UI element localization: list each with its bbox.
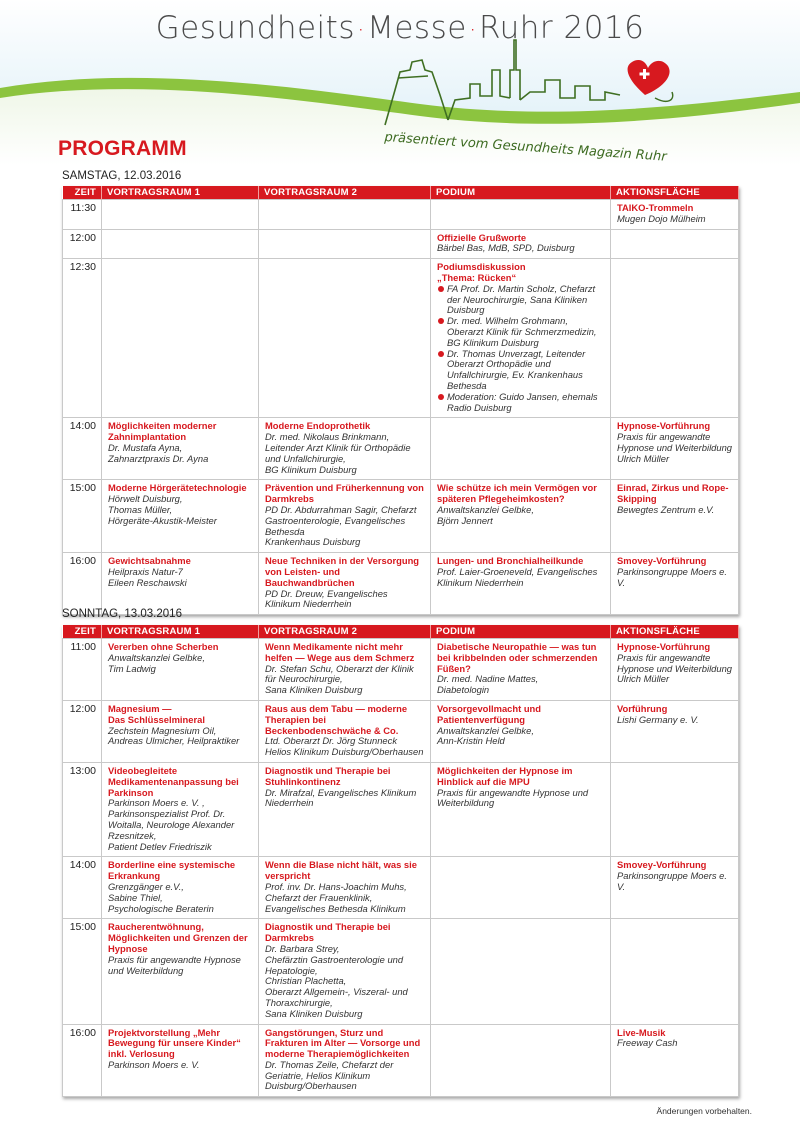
session-speaker: Heilpraxis Natur-7 Eileen Reschawski — [108, 565, 187, 588]
session-speaker: Hörwelt Duisburg, Thomas Müller, Hörgeräte-Akustik-Meister — [108, 493, 217, 526]
session-title: Einrad, Zirkus und Rope-Skipping — [617, 482, 729, 505]
session-title: Smovey-Vorführung — [617, 859, 707, 871]
column-header-aktionsflaeche: AKTIONSFLÄCHE — [611, 186, 739, 200]
session-title: Live-Musik — [617, 1026, 666, 1038]
session-cell — [102, 857, 259, 919]
session-title: Prävention und Früherkennung von Darmkrebs — [265, 482, 424, 505]
session-speaker: Mugen Dojo Mülheim — [617, 212, 706, 224]
column-header-podium: PODIUM — [431, 625, 611, 639]
column-header-vortragsraum-2: VORTRAGSRAUM 2 — [259, 186, 431, 200]
session-cell — [259, 762, 431, 856]
time-cell: 11:30 — [63, 200, 102, 230]
session-cell — [611, 700, 739, 762]
session-cell — [102, 700, 259, 762]
column-header-zeit: ZEIT — [63, 625, 102, 639]
session-cell — [102, 259, 259, 418]
session-cell — [259, 919, 431, 1024]
day-label-sunday: SONNTAG, 13.03.2016 — [62, 608, 182, 620]
table-row — [63, 418, 739, 480]
session-cell — [259, 418, 431, 480]
list-item: Moderation: Guido Jansen, ehemals Radio Duisburg — [437, 392, 605, 414]
column-header-aktionsflaeche: AKTIONSFLÄCHE — [611, 625, 739, 639]
session-speaker: Praxis für angewandte Hypnose und Weiterbildung Ulrich Müller — [617, 431, 733, 464]
session-speaker: Zechstein Magnesium Oil, Andreas Ulmicher, Heilpraktiker — [108, 724, 240, 747]
table-header-row — [63, 186, 739, 200]
time-cell: 12:30 — [63, 259, 102, 418]
session-cell — [611, 200, 739, 230]
session-cell — [611, 553, 739, 615]
session-speaker: Parkinsongruppe Moers e. V. — [617, 870, 727, 892]
session-speaker: Ltd. Oberarzt Dr. Jörg Stunneck Helios Klinikum Duisburg/Oberhausen — [265, 735, 424, 758]
session-title: Podiumsdiskussion „Thema: Rücken“ — [437, 261, 526, 283]
session-title: Moderne Hörgerätetechnologie — [108, 482, 247, 494]
session-title: Hypnose-Vorführung — [617, 420, 711, 432]
session-cell — [431, 1024, 611, 1097]
session-title: Vorsorgevollmacht und Patientenverfügung — [437, 702, 542, 725]
session-title: Raus aus dem Tabu — moderne Therapien bei Beckenbodenschwäche & Co. — [265, 702, 408, 736]
session-cell — [611, 1024, 739, 1097]
time-cell: 11:00 — [63, 639, 102, 701]
list-item: Dr. Thomas Unverzagt, Leitender Oberarzt Orthopädie und Unfallchirurgie, Ev. Krankenhaus Bethesda — [437, 349, 605, 392]
table-row — [63, 1024, 739, 1097]
schedule-table-saturday — [62, 186, 739, 615]
session-speaker: PD Dr. Abdurrahman Sagir, Chefarzt Gastroenterologie, Evangelisches Bethesda Krankenhaus Duisburg — [265, 503, 417, 548]
session-speaker: PD Dr. Dreuw, Evangelisches Klinikum Niederrhein — [265, 587, 388, 610]
session-title: Gewichtsabnahme — [108, 555, 191, 567]
day-label-saturday: SAMSTAG, 12.03.2016 — [62, 170, 182, 182]
session-speaker: Anwaltskanzlei Gelbke, Björn Jennert — [437, 503, 534, 526]
column-header-vortragsraum-1: VORTRAGSRAUM 1 — [102, 625, 259, 639]
session-cell — [431, 639, 611, 701]
session-cell — [611, 259, 739, 418]
session-title: Möglichkeiten moderner Zahnimplantation — [108, 420, 217, 443]
session-cell — [259, 1024, 431, 1097]
program-title: PROGRAMM — [58, 137, 187, 160]
session-cell — [611, 639, 739, 701]
session-title: Gangstörungen, Sturz und Frakturen im Alter — Vorsorge und moderne Therapiemöglichkeiten — [265, 1026, 421, 1060]
session-cell — [259, 229, 431, 259]
session-cell — [259, 200, 431, 230]
table-row — [63, 919, 739, 1024]
session-speaker: Grenzgänger e.V., Sabine Thiel, Psychologische Beraterin — [108, 880, 214, 914]
list-item: Dr. med. Wilhelm Grohmann, Oberarzt Klinik für Schmerzmedizin, BG Klinikum Duisburg — [437, 316, 605, 348]
session-cell — [611, 857, 739, 919]
time-cell: 16:00 — [63, 553, 102, 615]
session-cell — [431, 229, 611, 259]
time-cell: 14:00 — [63, 857, 102, 919]
table-header-row — [63, 625, 739, 639]
session-cell — [431, 919, 611, 1024]
session-title: Projektvorstellung „Mehr Bewegung für unsere Kinder“ inkl. Verlosung — [108, 1026, 241, 1060]
session-cell — [611, 418, 739, 480]
session-cell — [611, 480, 739, 553]
session-speaker: Lishi Germany e. V. — [617, 713, 699, 725]
session-cell — [431, 857, 611, 919]
session-speaker: Dr. Stefan Schu, Oberarzt der Klinik für Neurochirurgie, Sana Kliniken Duisburg — [265, 662, 414, 696]
panel-participant-list — [437, 284, 605, 414]
session-title: Smovey-Vorführung — [617, 555, 707, 567]
time-cell: 14:00 — [63, 418, 102, 480]
session-speaker: Praxis für angewandte Hypnose und Weiterbildung — [108, 953, 241, 976]
event-subtitle: präsentiert vom Gesundheits Magazin Ruhr — [383, 130, 668, 165]
time-cell: 15:00 — [63, 480, 102, 553]
session-speaker: Dr. med. Nikolaus Brinkmann, Leitender Arzt Klinik für Orthopädie und Unfallchirurgie, BG Klinikum Duisburg — [265, 431, 411, 475]
column-header-vortragsraum-2: VORTRAGSRAUM 2 — [259, 625, 431, 639]
session-cell — [102, 418, 259, 480]
session-title: Wenn die Blase nicht hält, was sie verspricht — [265, 859, 417, 882]
session-speaker: Dr. Mirafzal, Evangelisches Klinikum Niederrhein — [265, 786, 417, 809]
session-cell — [259, 259, 431, 418]
session-title: Diagnostik und Therapie bei Stuhlinkontinenz — [265, 764, 391, 787]
session-speaker: Parkinsongruppe Moers e. V. — [617, 565, 727, 588]
time-cell: 12:00 — [63, 700, 102, 762]
session-speaker: Bärbel Bas, MdB, SPD, Duisburg — [437, 242, 575, 254]
session-cell — [259, 700, 431, 762]
column-header-podium: PODIUM — [431, 186, 611, 200]
session-cell — [431, 700, 611, 762]
session-cell — [431, 200, 611, 230]
column-header-zeit: ZEIT — [63, 186, 102, 200]
session-cell — [259, 480, 431, 553]
session-speaker: Prof. Laier-Groeneveld, Evangelisches Klinikum Niederrhein — [437, 565, 598, 588]
time-cell: 15:00 — [63, 919, 102, 1024]
time-cell: 16:00 — [63, 1024, 102, 1097]
time-cell: 13:00 — [63, 762, 102, 856]
session-cell — [431, 259, 611, 418]
table-row — [63, 259, 739, 418]
session-cell — [102, 480, 259, 553]
session-cell — [259, 553, 431, 615]
session-title: Moderne Endoprothetik — [265, 420, 371, 432]
session-title: Videobegleitete Medikamentenanpassung bei Parkinson — [108, 764, 239, 798]
session-title: Borderline eine systemische Erkrankung — [108, 859, 236, 882]
session-cell — [611, 919, 739, 1024]
event-title: Gesundheits·Messe·Ruhr 2016 — [155, 10, 645, 46]
time-cell: 12:00 — [63, 229, 102, 259]
session-title: Lungen- und Bronchialheilkunde — [437, 555, 584, 567]
session-cell — [431, 762, 611, 856]
session-title: Hypnose-Vorführung — [617, 641, 711, 652]
session-speaker: Parkinson Moers e. V. — [108, 1058, 200, 1070]
session-speaker: Dr. Mustafa Ayna, Zahnarztpraxis Dr. Ayna — [108, 441, 209, 464]
session-speaker: Dr. med. Nadine Mattes, Diabetologin — [437, 673, 539, 696]
session-cell — [102, 1024, 259, 1097]
session-title: Diabetische Neuropathie — was tun bei kribbelnden oder schmerzenden Füßen? — [437, 641, 598, 674]
session-cell — [102, 639, 259, 701]
session-speaker: Praxis für angewandte Hypnose und Weiterbildung Ulrich Müller — [617, 651, 733, 685]
session-title: Wie schütze ich mein Vermögen vor späteren Pflegeheimkosten? — [437, 482, 597, 505]
table-row — [63, 553, 739, 615]
session-title: Neue Techniken in der Versorgung von Leisten- und Bauchwandbrüchen — [265, 555, 420, 588]
table-row — [63, 229, 739, 259]
list-item: FA Prof. Dr. Martin Scholz, Chefarzt der Neurochirurgie, Sana Kliniken Duisburg — [437, 284, 605, 316]
session-title: Diagnostik und Therapie bei Darmkrebs — [265, 921, 391, 944]
session-title: Raucherentwöhnung, Möglichkeiten und Grenzen der Hypnose — [108, 921, 248, 954]
session-speaker: Parkinson Moers e. V. , Parkinsonspezialist Prof. Dr. Woitalla, Neurologe Alexander Rzesnitzek, Patient Detlev Friedriszik — [108, 797, 235, 852]
session-title: Vererben ohne Scherben — [108, 641, 219, 652]
session-speaker: Dr. Thomas Zeile, Chefarzt der Geriatrie, Helios Klinikum Duisburg/Oberhausen — [265, 1058, 394, 1092]
session-cell — [259, 639, 431, 701]
session-speaker: Freeway Cash — [617, 1037, 678, 1049]
session-cell — [431, 553, 611, 615]
session-title: Möglichkeiten der Hypnose im Hinblick auf die MPU — [437, 764, 573, 787]
session-title: TAIKO-Trommeln — [617, 202, 694, 213]
session-cell — [611, 229, 739, 259]
column-header-vortragsraum-1: VORTRAGSRAUM 1 — [102, 186, 259, 200]
session-speaker: Anwaltskanzlei Gelbke, Tim Ladwig — [108, 651, 205, 674]
session-speaker: Praxis für angewandte Hypnose und Weiterbildung — [437, 786, 589, 809]
session-cell — [611, 762, 739, 856]
session-title: Vorführung — [617, 702, 668, 714]
table-row — [63, 762, 739, 856]
session-cell — [102, 229, 259, 259]
table-row — [63, 700, 739, 762]
table-row — [63, 857, 739, 919]
session-speaker: Dr. Barbara Strey, Chefärztin Gastroenterologie und Hepatologie, Christian Plachetta, Oberarzt Allgemein-, Viszeral- und Thoraxchirurgie, Sana Kliniken Duisburg — [265, 942, 408, 1019]
table-row — [63, 639, 739, 701]
session-speaker: Prof. inv. Dr. Hans-Joachim Muhs, Chefarzt der Frauenklinik, Evangelisches Bethesda Klinikum — [265, 880, 407, 914]
session-cell — [102, 762, 259, 856]
session-speaker: Bewegtes Zentrum e.V. — [617, 503, 715, 515]
session-cell — [431, 480, 611, 553]
table-row — [63, 200, 739, 230]
session-cell — [102, 553, 259, 615]
schedule-table-sunday — [62, 625, 739, 1097]
session-cell — [102, 919, 259, 1024]
session-title: Wenn Medikamente nicht mehr helfen — Wege aus dem Schmerz — [265, 641, 415, 663]
session-title: Magnesium — Das Schlüsselmineral — [108, 702, 205, 725]
session-cell — [259, 857, 431, 919]
footnote: Änderungen vorbehalten. — [656, 1106, 752, 1116]
session-cell — [431, 418, 611, 480]
session-speaker: Anwaltskanzlei Gelbke, Ann-Kristin Held — [437, 724, 534, 747]
session-cell — [102, 200, 259, 230]
table-row — [63, 480, 739, 553]
session-title: Offizielle Grußworte — [437, 231, 527, 243]
